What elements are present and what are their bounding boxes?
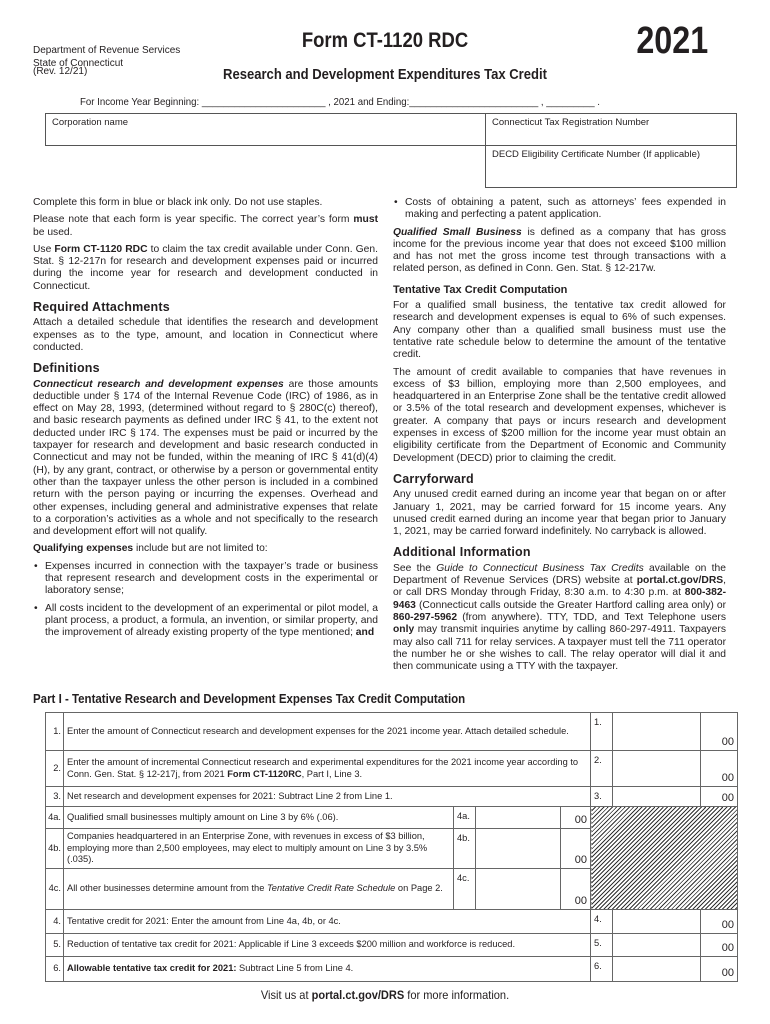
line-label: 6. <box>591 957 613 982</box>
line-label: 1. <box>591 713 613 751</box>
form-year: 2021 <box>636 20 709 62</box>
text-segment: Guide to Connecticut Business Tax Credits <box>436 562 644 574</box>
cents-field[interactable]: 00 <box>561 807 591 829</box>
text-segment: may transmit inquiries anytime by calling 860-297-4911. Taxpayers may also call 711 for relay services. A taxpayer must tell the 711 operator the number he or she wishes to call. The relay operator will dial it and then communicate using a TTY with the taxpayer. <box>393 624 726 673</box>
line-label: 5. <box>591 934 613 957</box>
form-title: Form CT-1120 RDC <box>301 29 469 52</box>
line-6-amount-input[interactable] <box>613 957 701 982</box>
tax-registration-field[interactable] <box>485 113 737 146</box>
line-label: 4c. <box>454 869 476 910</box>
line-label: 2. <box>591 751 613 787</box>
text-segment: Companies headquartered in an Enterprise Zone, with revenues in excess of $3 billion, employing more than 2,500 employees, may elect to multiply amount on Line 3 by 3.5% (.035). <box>67 831 428 865</box>
text-segment: 800-382-9463 <box>393 587 726 611</box>
line-description <box>64 910 591 934</box>
text-segment: Costs of obtaining a patent, such as attorneys’ fees expended in making and perfecting a patent application. <box>405 197 726 221</box>
text-segment: Use <box>33 243 55 255</box>
text-segment: Attach a detailed schedule that identifies the research and development expenses as to the type, amount, and location in Connecticut where conducted. <box>33 317 378 353</box>
text-segment: Any unused credit earned during an income year that began on or after January 1, 2021, may be carried forward for 15 income years. Any unused credit earned during an income year that began prior to January 1, 2021, may be carried forward indefinitely. No carryback is allowed. <box>393 489 726 538</box>
line-1-row <box>46 713 738 751</box>
line-3-amount-input[interactable] <box>613 787 701 807</box>
corporation-name-field[interactable] <box>45 113 486 146</box>
line-6-row <box>46 957 738 982</box>
hatched-area <box>591 807 738 910</box>
text-segment: Qualified Small Business <box>393 226 522 238</box>
text-segment: Enter the amount of incremental Connecticut research and experimental expenditures for the 2021 income year according to Conn. Gen. Stat. § 12-217j, from 2021 <box>67 757 579 779</box>
text-segment: Visit us at <box>260 988 312 1002</box>
line-1-amount-input[interactable] <box>613 713 701 751</box>
text-segment: All costs incident to the development of an experimental or pilot model, a plant process, a product, a formula, an invention, or similar property, and the improvement of already existing property of the type mentioned; <box>45 602 378 639</box>
bullet-item <box>33 561 378 598</box>
line-number: 4. <box>46 910 64 934</box>
text-segment: Reduction of tentative tax credit for 2021: Applicable if Line 3 exceeds $200 million and workforce is reduced. <box>67 939 516 950</box>
text-segment: See the <box>393 562 437 574</box>
form-subtitle: Research and Development Expenditures Tax Credit <box>223 67 547 83</box>
state-line: State of Connecticut <box>33 58 124 69</box>
text-segment: Connecticut research and development expenses <box>33 378 284 390</box>
line-4c-amount-input[interactable] <box>476 869 561 910</box>
cents-field[interactable]: 00 <box>701 910 738 934</box>
cents-field[interactable]: 00 <box>701 934 738 957</box>
heading-required-attachments: Required Attachments <box>33 300 170 315</box>
text-segment: available on the Department of Revenue Services (DRS) website at <box>393 562 726 587</box>
definition-text <box>33 379 378 539</box>
cents-field[interactable]: 00 <box>701 957 738 982</box>
text-segment: must <box>353 214 378 226</box>
line-description <box>64 787 591 807</box>
line-2-amount-input[interactable] <box>613 751 701 787</box>
line-description <box>64 957 591 982</box>
heading-additional-information: Additional Information <box>393 545 531 560</box>
line-3-row <box>46 787 738 807</box>
text-segment: be used. <box>33 226 73 238</box>
line-label: 4a. <box>454 807 476 829</box>
cents-field[interactable]: 00 <box>561 869 591 910</box>
heading-carryforward: Carryforward <box>393 471 474 486</box>
line-number: 1. <box>46 713 64 751</box>
line-description <box>64 713 591 751</box>
text-segment: Enter the amount of Connecticut research and development expenses for the 2021 income year. Attach detailed schedule. <box>67 725 569 736</box>
text-segment: to claim the tax credit available under Conn. Gen. Stat. § 12-217n for research and development expenses paid or incurred during the income year for research and development conducted in Connecticut. <box>33 243 378 292</box>
cents-field[interactable]: 00 <box>561 829 591 869</box>
additional-information-text <box>393 563 726 674</box>
text-segment: The amount of credit available to companies that have revenues in excess of $3 billion, employing more than 2,500 employees, and headquartered in an Enterprise Zone shall be the tentative credit allowed or 3.5% of the total research and development expenses, whichever is greater. A company that pays or incurs research and development expenses in excess of $200 million for the income year must obtain an eligibility certificate from the Department of Economic and Community Development (DECD) prior to claiming the credit. <box>393 366 726 464</box>
text-segment: are those amounts deductible under § 174 of the Internal Revenue Code (IRC) of 1986, as in effect on May 28, 1993, (determined without regard to § 280C(c) thereof), and basic research payments as defined under IRC § 41, to the extent not deducted under IRC § 174. The expenses must be paid or incurred by the taxpayer for research and development and basic research conducted in Connecticut and may not be funded, within the meaning of IRC § 41(d)(4)(H), by any grant, contract, or otherwise by a person or governmental entity other than the taxpayer unless the other person is included in a combined return with the person paying or incurring the expenses. Overhead and other expenses, including general and administrative expenses that relate to a corporation’s activities as a whole and not specifically to the research and development effort will not qualify. <box>33 378 378 538</box>
line-label: 3. <box>591 787 613 807</box>
line-4a-amount-input[interactable] <box>476 807 561 829</box>
cents-field[interactable]: 00 <box>701 751 738 787</box>
tentative-text <box>393 300 726 361</box>
text-segment: Qualifying expenses <box>33 543 134 555</box>
revision-date: (Rev. 12/21) <box>33 66 88 77</box>
text-segment: is defined as a company that has gross income for the previous income year that does not exceed $100 million and has not met the gross income test through transactions with a related person, as defined in Conn. Gen. Stat. § 12-217w. <box>393 226 726 275</box>
dept-line: Department of Revenue Services <box>33 45 181 56</box>
line-description <box>64 751 591 787</box>
qualifying-expenses-text <box>33 543 378 555</box>
carryforward-text <box>393 489 726 538</box>
text-segment: All other businesses determine amount from the <box>67 883 267 894</box>
text-segment: for more information. <box>404 988 510 1002</box>
text-segment: portal.ct.gov/DRS <box>311 988 405 1002</box>
text-segment: on Page 2. <box>395 883 443 894</box>
heading-tentative-computation: Tentative Tax Credit Computation <box>393 283 568 296</box>
line-4a-row <box>46 807 738 829</box>
line-label: 4b. <box>454 829 476 869</box>
line-2-row <box>46 751 738 787</box>
left-column <box>33 197 378 645</box>
field-label: Corporation name <box>52 117 129 128</box>
bullet-item <box>33 603 378 640</box>
line-description <box>64 829 454 869</box>
text-segment: Complete this form in blue or black ink only. Do not use staples. <box>33 197 323 208</box>
line-5-row <box>46 934 738 957</box>
text-segment: Please note that each form is year specific. The correct year’s form <box>33 214 354 226</box>
text-segment: only <box>393 624 415 636</box>
line-description <box>64 869 454 910</box>
text-segment: portal.ct.gov/DRS <box>636 575 724 587</box>
text-segment: Expenses incurred in connection with the taxpayer’s trade or business that represent research and development costs in the experimental or laboratory sense; <box>45 560 378 597</box>
attachments-text <box>33 317 378 354</box>
text-segment: Form CT-1120RC <box>227 768 302 779</box>
field-label: DECD Eligibility Certificate Number (If applicable) <box>492 149 701 160</box>
cents-field[interactable]: 00 <box>701 787 738 807</box>
instruction-ink <box>33 197 378 209</box>
instruction-use <box>33 244 378 293</box>
line-number: 4c. <box>46 869 64 910</box>
heading-definitions: Definitions <box>33 361 100 376</box>
bullet-item <box>393 197 726 222</box>
line-description <box>64 934 591 957</box>
text-segment: include but are not limited to: <box>133 543 268 555</box>
text-segment: Net research and development expenses for 2021: Subtract Line 2 from Line 1. <box>67 790 393 801</box>
text-segment: 860-297-5962 <box>393 611 458 623</box>
line-number: 6. <box>46 957 64 982</box>
text-segment: (Connecticut calls outside the Greater Hartford calling area only) or <box>415 599 726 611</box>
line-number: 4b. <box>46 829 64 869</box>
text-segment: Form CT-1120 RDC <box>54 243 148 255</box>
income-year-field[interactable]: For Income Year Beginning: _______________________ , 2021 and Ending:________________________ , _________ . <box>80 96 600 108</box>
text-segment: Tentative Credit Rate Schedule <box>266 883 396 894</box>
text-segment: Tentative credit for 2021: Enter the amount from Line 4a, 4b, or 4c. <box>67 915 341 926</box>
computation-table <box>45 712 738 982</box>
text-segment: Allowable tentative tax credit for 2021: <box>67 963 237 974</box>
footer-text <box>31 988 739 1002</box>
qualified-small-business-text <box>393 227 726 276</box>
text-segment: , Part I, Line 3. <box>301 768 363 779</box>
line-4b-amount-input[interactable] <box>476 829 561 869</box>
line-number: 2. <box>46 751 64 787</box>
field-label: Connecticut Tax Registration Number <box>492 117 650 128</box>
right-column <box>393 197 726 678</box>
line-5-amount-input[interactable] <box>613 934 701 957</box>
line-number: 5. <box>46 934 64 957</box>
text-segment: Qualified small businesses multiply amount on Line 3 by 6% (.06). <box>67 811 339 822</box>
part1-title: Part I - Tentative Research and Development Expenses Tax Credit Computation <box>33 692 466 706</box>
line-number: 4a. <box>46 807 64 829</box>
text-segment: (from anywhere). TTY, TDD, and Text Telephone users <box>457 611 726 623</box>
cents-field[interactable]: 00 <box>701 713 738 751</box>
line-number: 3. <box>46 787 64 807</box>
text-segment: Subtract Line 5 from Line 4. <box>236 963 354 974</box>
line-4-amount-input[interactable] <box>613 910 701 934</box>
line-4-row <box>46 910 738 934</box>
line-description <box>64 807 454 829</box>
text-segment: , or call DRS Monday through Friday, 8:30 a.m. to 4:30 p.m. at <box>393 575 726 599</box>
line-label: 4. <box>591 910 613 934</box>
decd-certificate-field[interactable] <box>485 145 737 188</box>
text-segment: and <box>355 627 375 639</box>
text-segment: For a qualified small business, the tentative tax credit allowed for research and development expenses is equal to 6% of such expenses. Any company other than a qualified small business must use the tentative rate schedule below to determine the amount of the tentative credit. <box>393 300 726 361</box>
tentative-text <box>393 367 726 465</box>
instruction-year <box>33 214 378 239</box>
